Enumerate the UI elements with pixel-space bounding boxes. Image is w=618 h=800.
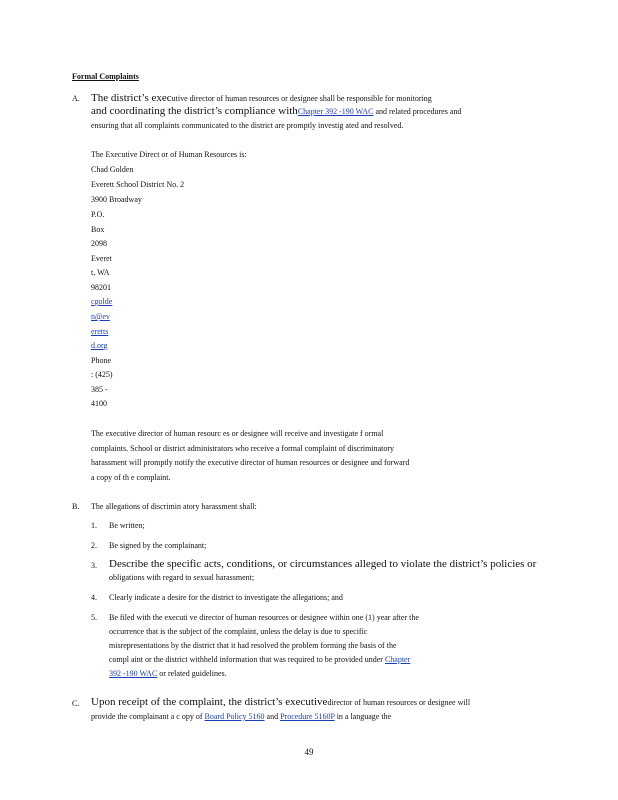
chapter-392-link[interactable]: Chapter 392 -190 WAC	[297, 107, 374, 116]
paragraph-line: The executive director of human resourc es or designee will receive and investigate f ormal	[91, 429, 384, 438]
section-b-marker: B.	[72, 502, 80, 511]
list-item-continued: occurrence that is the subject of the complaint, unless the delay is due to specific	[109, 627, 368, 636]
list-item: Be written;	[109, 521, 145, 530]
list-item: Be filed with the executi ve director of human resources or designee within one (1) year after the	[109, 613, 419, 622]
contact-line: Everet	[91, 254, 112, 263]
list-item: Clearly indicate a desire for the district to investigate the allegations; and	[109, 593, 343, 602]
list-number: 1.	[91, 521, 97, 530]
section-c-marker: C.	[72, 699, 80, 708]
section-a-line-1: The district’s executive director of human resources or designee shall be responsible for monitoring	[91, 92, 432, 104]
list-item-continued: obligations with regard to sexual harassment;	[109, 573, 255, 582]
list-number: 3.	[91, 561, 97, 570]
list-item-continued: misrepresentations by the district that it had resolved the problem forming the basis of the	[109, 641, 397, 650]
list-item-continued: 392 -190 WAC or related guidelines.	[109, 669, 227, 678]
procedure-link[interactable]: Procedure 5160P	[280, 712, 335, 721]
wac-link[interactable]: 392 -190 WAC	[109, 669, 158, 678]
contact-line: P.O.	[91, 210, 105, 219]
paragraph-line: complaints. School or district administrators who receive a formal complaint of discriminatory	[91, 444, 395, 453]
paragraph-line: harassment will promptly notify the executive director of human resources or designee and forward	[91, 458, 410, 467]
section-b-intro: The allegations of discrimin atory harassment shall:	[91, 502, 257, 511]
list-number: 2.	[91, 541, 97, 550]
contact-label: The Executive Direct or of Human Resources is:	[91, 150, 247, 159]
list-number: 4.	[91, 593, 97, 602]
list-item: Describe the specific acts, conditions, or circumstances alleged to violate the district’s policies or	[109, 558, 537, 570]
phone-line: 4100	[91, 399, 107, 408]
section-a-line-2: and coordinating the district’s compliance withChapter 392 -190 WAC and related procedures and	[91, 105, 462, 117]
section-a-marker: A.	[72, 94, 80, 103]
contact-line: 3900 Broadway	[91, 195, 142, 204]
page-number: 49	[304, 747, 314, 757]
section-a-line-3: ensuring that all complaints communicated to the district are promptly investig ated and resolved.	[91, 121, 404, 130]
contact-line: 98201	[91, 283, 111, 292]
phone-line: 385 -	[91, 385, 108, 394]
email-link[interactable]: d.org	[91, 341, 108, 350]
contact-line: Chad Golden	[91, 165, 134, 174]
list-number: 5.	[91, 613, 97, 622]
contact-line: Everett School District No. 2	[91, 180, 185, 189]
chapter-link[interactable]: Chapter	[384, 655, 411, 664]
email-link[interactable]: cgolde	[91, 297, 113, 306]
section-c-line-1: Upon receipt of the complaint, the district’s executivedirector of human resources or designee will	[91, 696, 471, 708]
section-c-line-2: provide the complainant a c opy of Board Policy 5160 and Procedure 5160P in a language the	[91, 712, 392, 721]
phone-line: : (425)	[91, 370, 113, 379]
email-link[interactable]: n@ev	[91, 312, 110, 321]
list-item-continued: compl aint or the district withheld information that was required to be provided under Chapter	[109, 655, 411, 664]
paragraph-line: a copy of th e complaint.	[91, 473, 171, 482]
contact-line: 2098	[91, 239, 107, 248]
board-policy-link[interactable]: Board Policy 5160	[204, 712, 265, 721]
email-link[interactable]: eretts	[91, 327, 109, 336]
contact-line: Box	[91, 225, 105, 234]
list-item: Be signed by the complainant;	[109, 541, 207, 550]
contact-line: t, WA	[91, 268, 110, 277]
phone-line: Phone	[91, 356, 111, 365]
section-heading: Formal Complaints	[72, 72, 139, 81]
